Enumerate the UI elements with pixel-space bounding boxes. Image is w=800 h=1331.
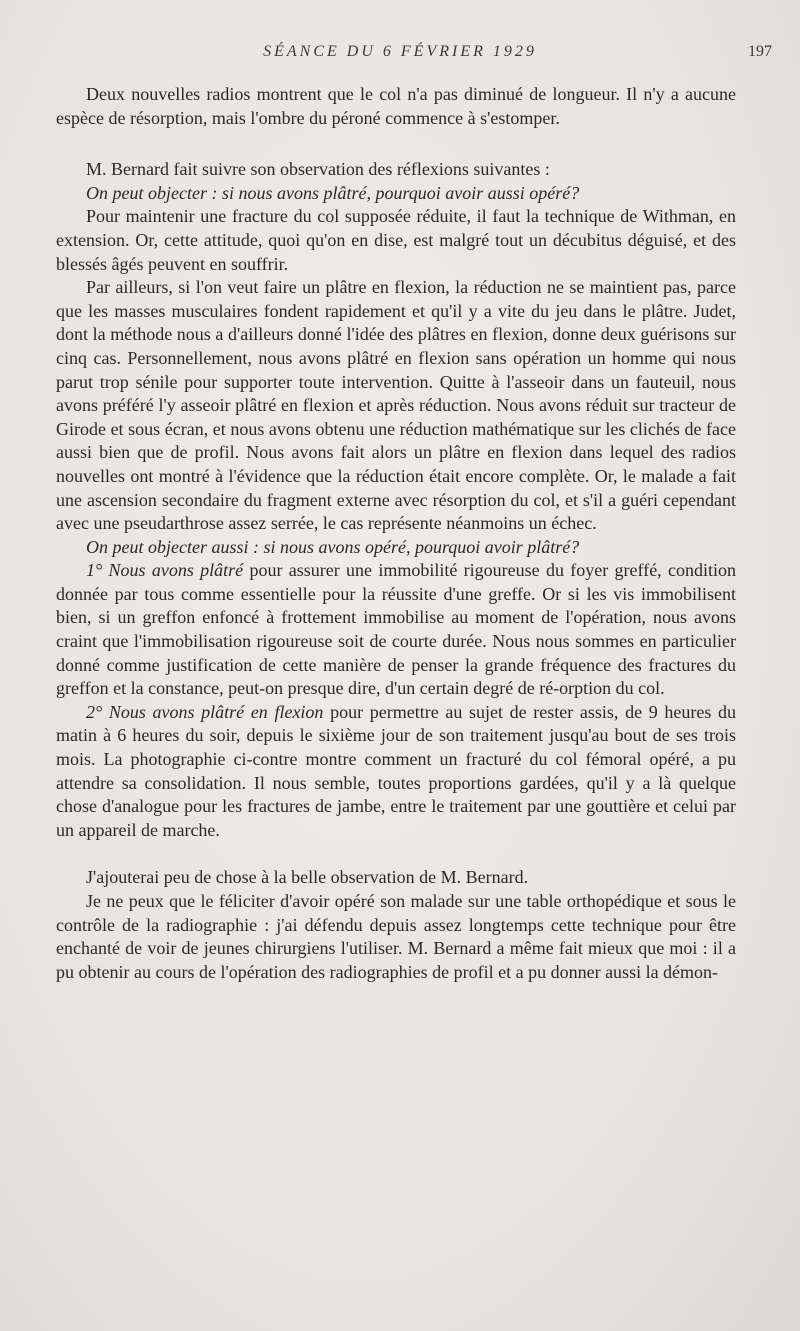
point-2-lead: 2° Nous avons plâtré en flexion: [86, 701, 324, 722]
page-number: 197: [748, 43, 772, 60]
point-2-text: pour permettre au sujet de rester assis, de 9 heures du matin à 6 heures du soir, depuis le sixième jour de son traitement jusqu'au bout de ses trois mois. La photographie ci-contre montre comment un fracturé du col fémoral opéré, a pu attendre sa consolidation. Il nous semble, toutes proportions gardées, qu'il y a là quelque chose d'analogue pour les fractures de jambe, entre le traitement par une gouttière et celui par un appareil de marche.: [56, 701, 736, 840]
point-1-lead: 1° Nous avons plâtré: [86, 560, 244, 581]
objection-1: On peut objecter : si nous avons plâtré, pourquoi avoir aussi opéré?: [86, 182, 580, 203]
body-text: [56, 83, 736, 984]
running-head: [0, 43, 800, 65]
objection-2: On peut objecter aussi : si nous avons opéré, pourquoi avoir plâtré?: [86, 536, 580, 557]
paragraph-8: [56, 701, 736, 843]
paragraph-2: M. Bernard fait suivre son observation des réflexions suivantes :: [86, 159, 550, 180]
running-title: SÉANCE DU 6 FÉVRIER 1929: [263, 43, 537, 60]
paragraph-7: [56, 559, 736, 701]
paragraph-6: [56, 536, 736, 560]
point-1-text: pour assurer une immobilité rigoureuse du foyer greffé, condition donnée par tous comme essentielle pour la réussite d'une greffe. Or si les vis immobilisent bien, si un greffon enfoncé à frottement immobilise au moment de l'opération, nous avons craint que l'immobilisation rigoureuse soit de courte durée. Nous nous sommes en particulier donné comme justification de cette manière de penser la grande fréquence des fractures du greffon et la constance, peut-on presque dire, d'un certain degré de ré-orption du col.: [56, 560, 736, 699]
paragraph-3: [56, 182, 736, 206]
paragraph-5: Par ailleurs, si l'on veut faire un plâtre en flexion, la réduction ne se maintient pas, parce que les masses musculaires fondent rapidement et qu'il y a vite du jeu dans le plâtre. Judet, dont la méthode nous a d'ailleurs donné l'idée des plâtres en flexion, donne deux guérisons sur cinq cas. Personnellement, nous avons plâtré en flexion sans opération un homme qui nous parut trop sénile pour supporter toute intervention. Quitte à l'asseoir dans un fauteuil, nous avons préféré l'y asseoir plâtré en flexion et après réduction. Nous avons réduit sur tracteur de Girode et sous écran, et nous avons obtenu une réduction mathématique sur les clichés de face aussi bien que de profil. Nous avons fait alors un plâtre en flexion dans lequel des radios nouvelles ont montré à l'évidence que la réduction était encore complète. Or, le malade a fait une ascension secondaire du fragment externe avec résorption du col, et s'il a guéri cependant avec une pseudarthrose assez serrée, le cas représente néanmoins un échec.: [56, 277, 736, 534]
paragraph-4: Pour maintenir une fracture du col supposée réduite, il faut la technique de Withman, en extension. Or, cette attitude, quoi qu'on en dise, est malgré tout un décubitus déguisé, et des blessés âgés peuvent en souffrir.: [56, 206, 736, 274]
paragraph-9: J'ajouterai peu de chose à la belle observation de M. Bernard.: [86, 867, 529, 888]
paragraph-10: Je ne peux que le féliciter d'avoir opéré son malade sur une table orthopédique et sous le contrôle de la radiographie : j'ai défendu depuis assez longtemps cette technique pour être enchanté de voir de jeunes chirurgiens l'utiliser. M. Bernard a même fait mieux que moi : il a pu obtenir au cours de l'opération des radiographies de profil et a pu donner aussi la démon-: [56, 891, 736, 982]
paragraph-1: Deux nouvelles radios montrent que le col n'a pas diminué de longueur. Il n'y a aucune espèce de résorption, mais l'ombre du péroné commence à s'estomper.: [56, 84, 736, 128]
